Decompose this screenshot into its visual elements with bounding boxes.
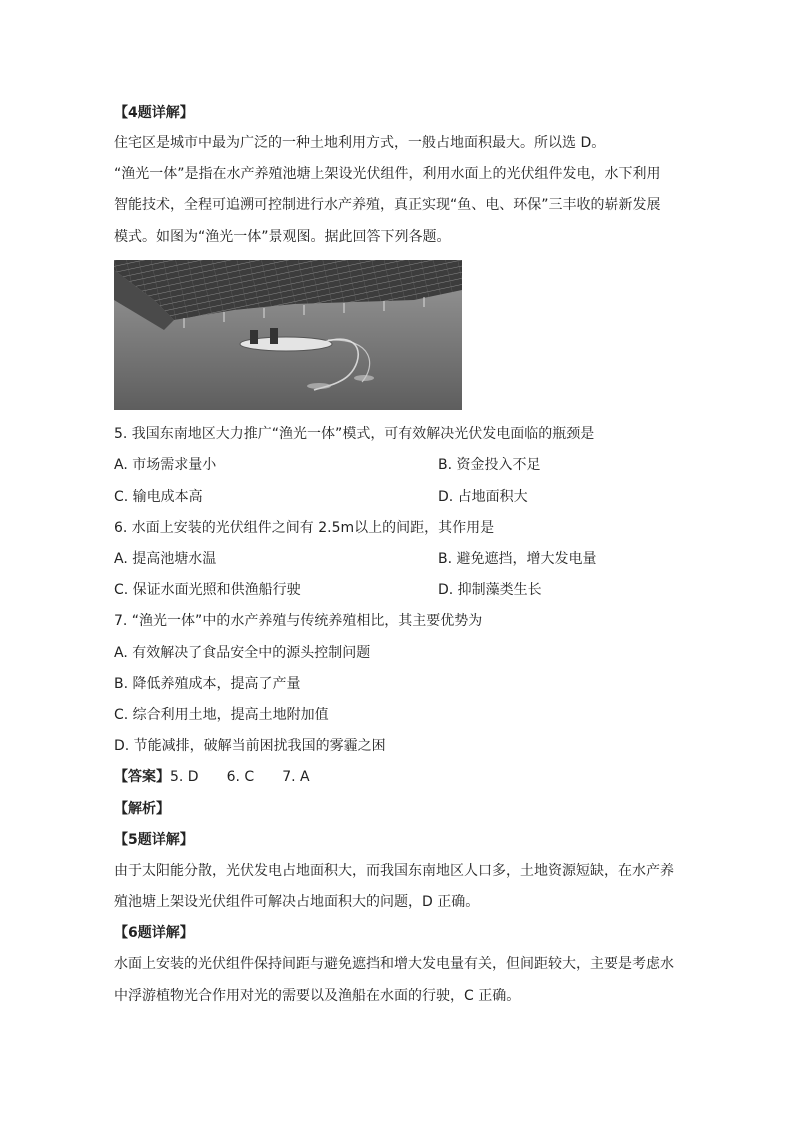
answer-6: 6. C (226, 769, 255, 785)
q5-option-a: A. 市场需求量小 (114, 457, 217, 473)
intro-line-3: 模式。如图为“渔光一体”景观图。据此回答下列各题。 (114, 229, 451, 245)
q5-option-b: B. 资金投入不足 (438, 457, 541, 473)
intro-line-2: 智能技术，全程可追溯可控制进行水产养殖，真正实现“鱼、电、环保”三丰收的崭新发展 (114, 197, 661, 213)
q6-stem: 6. 水面上安装的光伏组件之间有 2.5m以上的间距，其作用是 (114, 520, 495, 536)
section4-paragraph: 住宅区是城市中最为广泛的一种土地利用方式，一般占地面积最大。所以选 D。 (114, 135, 606, 151)
answer-7: 7. A (282, 769, 310, 785)
q6-option-d: D. 抑制藻类生长 (438, 582, 542, 598)
answer-5: 5. D (170, 769, 199, 785)
q7-option-b: B. 降低养殖成本，提高了产量 (114, 676, 301, 692)
section6-heading: 【6题详解】 (114, 925, 194, 941)
q6-option-c: C. 保证水面光照和供渔船行驶 (114, 582, 301, 598)
q5-stem: 5. 我国东南地区大力推广“渔光一体”模式，可有效解决光伏发电面临的瓶颈是 (114, 426, 595, 442)
answer-label: 【答案】 (114, 769, 170, 785)
q7-option-c: C. 综合利用土地，提高土地附加值 (114, 707, 329, 723)
q7-option-d: D. 节能减排，破解当前困扰我国的雾霾之困 (114, 738, 386, 754)
q7-option-a: A. 有效解决了食品安全中的源头控制问题 (114, 645, 371, 661)
solar-fish-farm-photo (114, 260, 462, 410)
intro-line-1: “渔光一体”是指在水产养殖池塘上架设光伏组件，利用水面上的光伏组件发电，水下利用 (114, 166, 661, 182)
photo-illustration (114, 260, 462, 410)
q6-option-b: B. 避免遮挡，增大发电量 (438, 551, 597, 567)
q7-stem: 7. “渔光一体”中的水产养殖与传统养殖相比，其主要优势为 (114, 613, 483, 629)
section6-line-2: 中浮游植物光合作用对光的需要以及渔船在水面的行驶，C 正确。 (114, 988, 521, 1004)
section5-line-1: 由于太阳能分散，光伏发电占地面积大，而我国东南地区人口多，土地资源短缺，在水产养 (114, 863, 674, 879)
q6-option-a: A. 提高池塘水温 (114, 551, 217, 567)
section4-heading: 【4题详解】 (114, 105, 194, 121)
section5-line-2: 殖池塘上架设光伏组件可解决占地面积大的问题，D 正确。 (114, 894, 480, 910)
q5-option-d: D. 占地面积大 (438, 489, 528, 505)
q5-option-c: C. 输电成本高 (114, 489, 203, 505)
section6-line-1: 水面上安装的光伏组件保持间距与避免遮挡和增大发电量有关，但间距较大，主要是考虑水 (114, 956, 674, 972)
answer-line (114, 767, 310, 787)
analysis-label: 【解析】 (114, 801, 170, 817)
section5-heading: 【5题详解】 (114, 832, 194, 848)
